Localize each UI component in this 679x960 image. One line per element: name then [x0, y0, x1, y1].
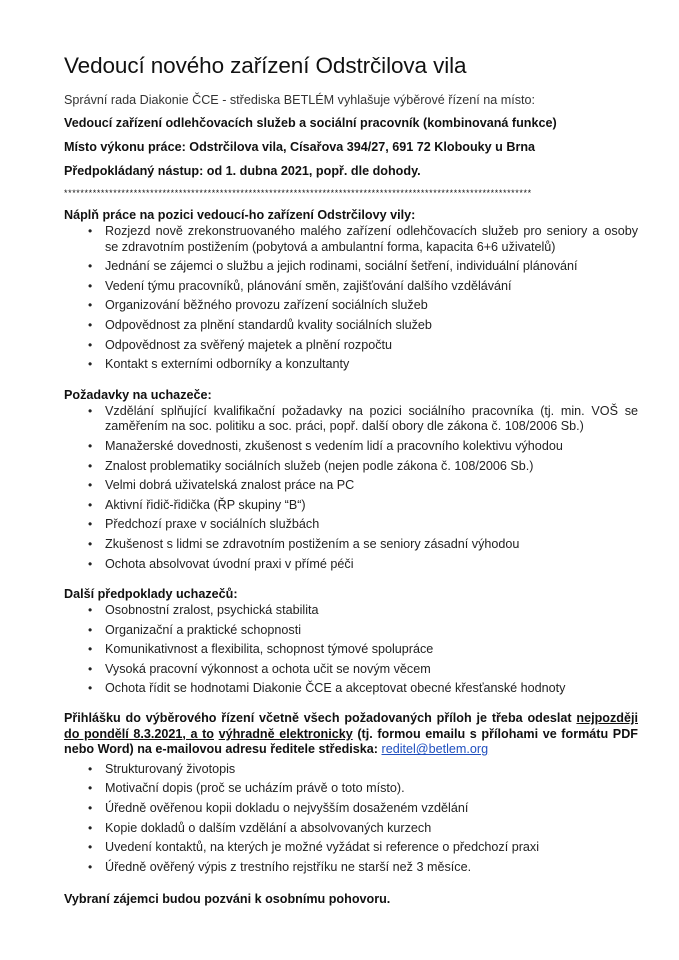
list-item: • Uvedení kontaktů, na kterých je možné vyžádat si reference o předchozí praxi [64, 840, 638, 856]
list-item: • Komunikativnost a flexibilita, schopnost týmové spolupráce [64, 642, 638, 658]
section-duties [64, 207, 638, 373]
list-item: • Strukturovaný životopis [64, 762, 638, 778]
colon-text: : [373, 742, 382, 757]
section-heading: Další předpoklady uchazečů: [64, 587, 238, 602]
start-line: Předpokládaný nástup: od 1. dubna 2021, popř. dle dohody. [64, 164, 421, 178]
section-heading: Náplň práce na pozici vedoucí-ho zařízení Odstrčilovy vily: [64, 208, 416, 222]
closing-text: Vybraní zájemci budou pozváni k osobnímu pohovoru. [64, 892, 391, 907]
place-line: Místo výkonu práce: Odstrčilova vila, Císařova 394/27, 691 72 Klobouky u Brna [64, 140, 536, 154]
qualities-list [64, 603, 638, 697]
deadline-text: výhradně elektronicky [218, 726, 353, 741]
intro-text: Správní rada Diakonie ČCE - střediska BETLÉM vyhlašuje výběrové řízení na místo: [64, 93, 536, 107]
list-item: • Odpovědnost za plnění standardů kvality sociálních služeb [64, 318, 638, 334]
list-item: • Organizování běžného provozu zařízení sociálních služeb [64, 298, 638, 314]
position-line: Vedoucí zařízení odlehčovacích služeb a sociální pracovník (kombinovaná funkce) [64, 116, 557, 130]
page-title: Vedoucí nového zařízení Odstrčilova vila [64, 53, 467, 78]
deadline-text: nejpozději [576, 711, 638, 726]
separator-line: ****************************************************************************************************************** [64, 188, 532, 198]
list-item: • Velmi dobrá uživatelská znalost práce na PC [64, 478, 638, 494]
section-requirements [64, 387, 638, 572]
attachments-list [64, 762, 638, 876]
list-item: • Ochota absolvovat úvodní praxi v přímé péči [64, 557, 638, 573]
list-item: • Odpovědnost za svěřený majetek a plnění rozpočtu [64, 338, 638, 354]
list-item: • Aktivní řidič-řidička (ŘP skupiny “B“) [64, 498, 638, 514]
list-item: • Osobnostní zralost, psychická stabilita [64, 603, 638, 619]
list-item: • Vzdělání splňující kvalifikační požadavky na pozici sociálního pracovníka (tj. min. VOŠ se zaměřením na soc. politiku a soc. práci, popř. další obory dle zákona č. 108/2006 Sb.) [64, 404, 638, 435]
list-item: • Zkušenost s lidmi se zdravotním postižením a se seniory zásadní výhodou [64, 537, 638, 553]
application-text: (tj. formou emailu s přílohami ve formátu PDF nebo Word) na e-mailovou adresu ředitele střediska [64, 726, 638, 757]
deadline-text: do pondělí 8.3.2021, a to [64, 726, 214, 741]
application-paragraph [64, 711, 638, 758]
list-item: • Předchozí praxe v sociálních službách [64, 517, 638, 533]
list-item: • Manažerské dovednosti, zkušenost s vedením lidí a pracovního kolektivu výhodou [64, 439, 638, 455]
list-item: • Úředně ověřený výpis z trestního rejstříku ne starší než 3 měsíce. [64, 860, 638, 876]
list-item: • Vedení týmu pracovníků, plánování směn, zajišťování dalšího vzdělávání [64, 279, 638, 295]
list-item: • Úředně ověřenou kopii dokladu o nejvyšším dosaženém vzdělání [64, 801, 638, 817]
list-item: • Rozjezd nově zrekonstruovaného malého zařízení odlehčovacích služeb pro seniory a osoby se zdravotním postižením (pobytová a ambulantní forma, kapacita 6+6 uživatelů) [64, 224, 638, 255]
list-item: • Kontakt s externími odborníky a konzultanty [64, 357, 638, 373]
list-item: • Ochota řídit se hodnotami Diakonie ČCE a akceptovat obecné křesťanské hodnoty [64, 681, 638, 697]
list-item: • Motivační dopis (proč se ucházím právě o toto místo). [64, 781, 638, 797]
section-heading: Požadavky na uchazeče: [64, 387, 212, 402]
email-link[interactable]: reditel@betlem.org [381, 742, 489, 757]
document-page [64, 52, 638, 907]
requirements-list [64, 404, 638, 572]
list-item: • Znalost problematiky sociálních služeb (nejen podle zákona č. 108/2006 Sb.) [64, 459, 638, 475]
list-item: • Vysoká pracovní výkonnost a ochota učit se novým věcem [64, 662, 638, 678]
list-item: • Organizační a praktické schopnosti [64, 623, 638, 639]
duties-list [64, 224, 638, 373]
list-item: • Jednání se zájemci o službu a jejich rodinami, sociální šetření, individuální plánování [64, 259, 638, 275]
list-item: • Kopie dokladů o dalším vzdělání a absolvovaných kurzech [64, 821, 638, 837]
application-text: Přihlášku do výběrového řízení včetně všech požadovaných příloh je třeba odeslat [64, 711, 577, 726]
section-other-qualities [64, 586, 638, 697]
